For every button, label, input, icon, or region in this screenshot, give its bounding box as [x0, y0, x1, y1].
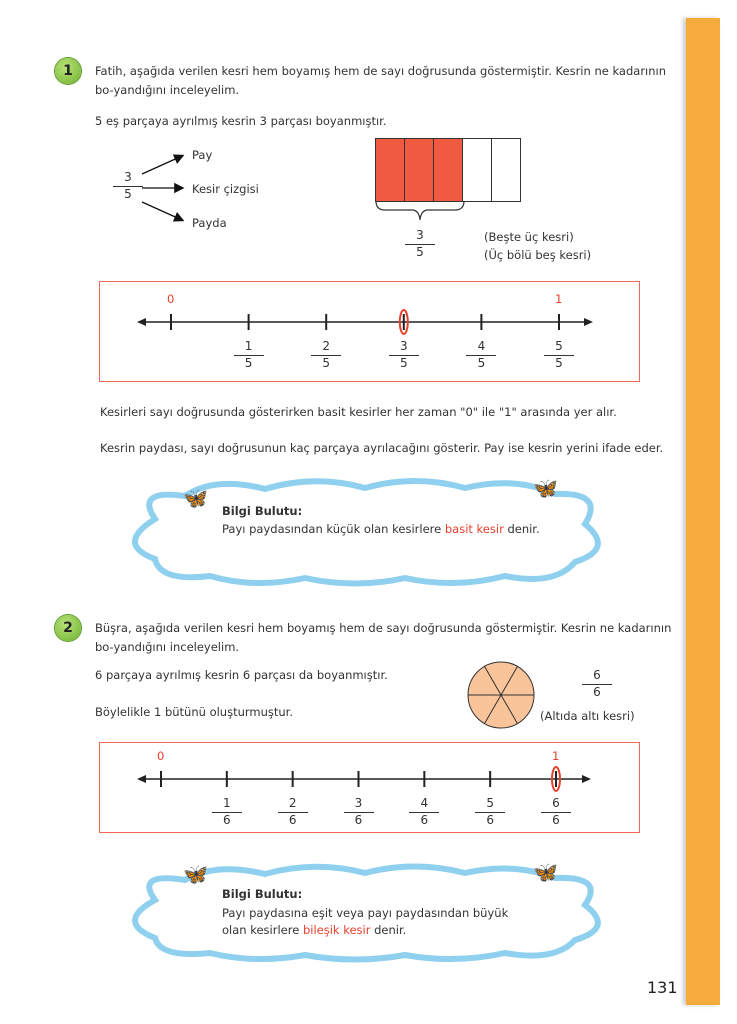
cloud-text: Payı paydasına eşit veya payı paydasından büyük olan kesirlere: [222, 906, 509, 937]
question-badge-2: 2: [55, 615, 81, 641]
bar-segment: [434, 139, 463, 201]
numerator: 3: [113, 170, 143, 187]
label-one: 1: [555, 292, 563, 306]
section2-statement: 6 parçaya ayrılmış kesrin 6 parçası da boyanmıştır.: [95, 668, 388, 682]
number-line-sixths: [99, 742, 640, 833]
numerator: 5: [475, 796, 505, 813]
butterfly-orange-icon: 🦋: [533, 476, 558, 500]
label-payda: Payda: [192, 216, 227, 230]
info-cloud-2: [115, 860, 615, 968]
label-pay: Pay: [192, 148, 213, 162]
fraction-3-5: [113, 170, 143, 202]
denominator: 6: [552, 813, 560, 827]
butterfly-pink-icon: 🦋: [183, 862, 208, 886]
denominator: 5: [244, 356, 253, 370]
bar-segment: [376, 139, 405, 201]
cloud-title: Bilgi Bulutu:: [222, 887, 303, 901]
page-number: 131: [647, 978, 678, 997]
butterfly-orange-icon: 🦋: [533, 860, 558, 884]
fraction-bar-model: [375, 138, 521, 202]
brace: [375, 200, 465, 225]
note-1: Kesirleri sayı doğrusunda gösterirken basit kesirler her zaman "0" ile "1" arasında yer alır.: [100, 405, 617, 419]
section2-intro: Büşra, aşağıda verilen kesri hem boyamış hem de sayı doğrusunda göstermiştir. Kesrin ne kadarının bo-yandığını inceleyelim.: [95, 621, 672, 654]
denominator: 6: [354, 813, 363, 827]
numerator: 3: [344, 796, 374, 813]
info-cloud-1: [115, 474, 615, 592]
numerator: 1: [234, 339, 264, 356]
numerator: 2: [311, 339, 341, 356]
fraction-parts-arrows: [140, 150, 190, 225]
fraction-6-6: [582, 668, 612, 700]
bar-segment: [405, 139, 434, 201]
numerator: 1: [212, 796, 242, 813]
numerator: 3: [389, 339, 419, 356]
cloud-text-end: denir.: [370, 923, 407, 937]
label-one: 1: [552, 749, 560, 763]
note-2: Kesrin paydası, sayı doğrusunun kaç parçaya ayrılacağını gösterir. Pay ise kesrin yerini ifade eder.: [100, 441, 664, 455]
denominator: 6: [420, 813, 429, 827]
section1-statement: 5 eş parçaya ayrılmış kesrin 3 parçası boyanmıştır.: [95, 114, 387, 128]
reading-2: (Üç bölü beş kesri): [484, 248, 592, 262]
denominator: 6: [223, 813, 231, 827]
reading-6-6: (Altıda altı kesri): [540, 709, 635, 723]
cloud-title: Bilgi Bulutu:: [222, 504, 303, 518]
numerator: 4: [466, 339, 496, 356]
number-line-fifths: [99, 281, 640, 382]
denominator: 5: [399, 356, 408, 370]
page-edge-tab: [686, 18, 720, 1005]
label-kesir-cizgisi: Kesir çizgisi: [192, 182, 259, 196]
pie-sixths: [466, 660, 536, 730]
butterfly-pink-icon: 🦋: [183, 486, 208, 510]
denominator: 6: [288, 813, 297, 827]
fraction-3-5-bar: [405, 228, 435, 260]
reading-1: (Beşte üç kesri): [484, 230, 574, 244]
numerator: 6: [541, 796, 571, 813]
numerator: 2: [278, 796, 308, 813]
term-basit-kesir: basit kesir: [444, 522, 504, 536]
numerator: 3: [405, 228, 435, 245]
section2-statement2: Böylelikle 1 bütünü oluşturmuştur.: [95, 705, 294, 719]
denominator: 5: [477, 356, 486, 370]
denominator: 6: [593, 685, 601, 699]
numerator: 4: [409, 796, 439, 813]
denominator: 5: [322, 356, 330, 370]
label-zero: 0: [157, 749, 165, 763]
section1-intro: Fatih, aşağıda verilen kesri hem boyamış hem de sayı doğrusunda göstermiştir. Kesrin ne kadarının bo-yandığını inceleyelim.: [95, 64, 667, 97]
denominator: 5: [555, 356, 563, 370]
bar-segment: [463, 139, 492, 201]
denominator: 5: [124, 187, 132, 201]
denominator: 6: [486, 813, 494, 827]
term-bilesik-kesir: bileşik kesir: [302, 923, 371, 937]
denominator: 5: [416, 245, 424, 259]
label-zero: 0: [167, 292, 175, 306]
numerator: 6: [582, 668, 612, 685]
numerator: 5: [544, 339, 574, 356]
bar-segment: [492, 139, 520, 201]
cloud-text-end: denir.: [503, 522, 540, 536]
question-badge-1: 1: [55, 58, 81, 84]
cloud-text: Payı paydasından küçük olan kesirlere: [222, 522, 445, 536]
